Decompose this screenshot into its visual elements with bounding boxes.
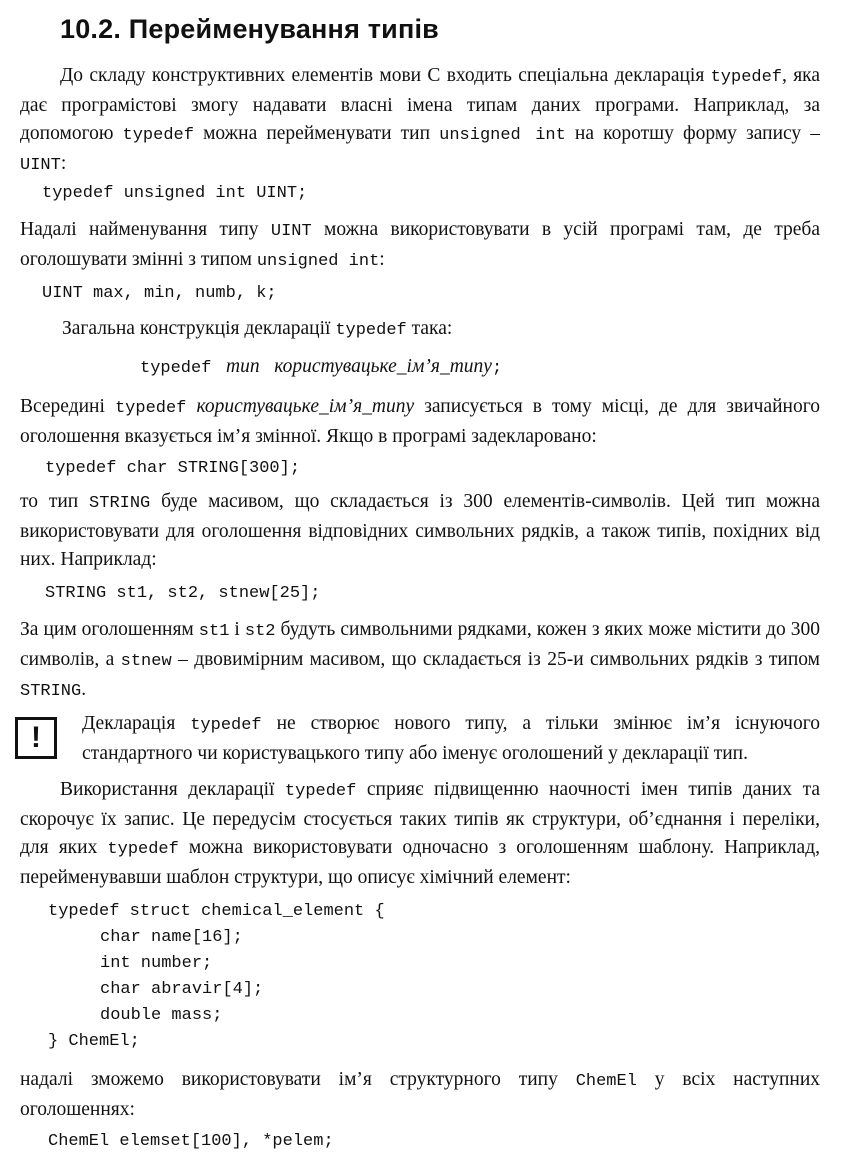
syntax-keyword: typedef bbox=[140, 359, 212, 378]
inline-code: st1 bbox=[198, 622, 230, 641]
text: , яка дає програмістові змогу надавати власні імена типам даних програми. Наприклад, за допомогою bbox=[20, 65, 820, 144]
paragraph-inside-typedef bbox=[20, 393, 820, 451]
text: До складу конструктивних елементів мови С входить спеціальна декларація bbox=[60, 65, 711, 86]
code-struct-line: } ChemEl; bbox=[48, 1032, 140, 1051]
code-struct-line: double mass; bbox=[100, 1006, 223, 1025]
inline-code: typedef bbox=[190, 716, 262, 735]
text: можна перейменувати тип bbox=[193, 123, 440, 144]
paragraph-general-form bbox=[62, 315, 452, 345]
code-struct-line: char name[16]; bbox=[100, 928, 243, 947]
code-struct-line: char abravir[4]; bbox=[100, 980, 264, 999]
inline-code: stnew bbox=[120, 652, 172, 671]
text: : bbox=[379, 249, 385, 270]
text: будуть символьними рядками, кожен з яких може містити до 300 символів, а bbox=[20, 619, 820, 670]
code-line-chemel-vars: ChemEl elemset[100], *pelem; bbox=[48, 1132, 334, 1151]
text: то тип bbox=[20, 491, 90, 512]
inline-code: typedef bbox=[335, 321, 407, 340]
inline-code: STRING bbox=[20, 682, 82, 701]
inline-code: typedef bbox=[284, 782, 357, 801]
paragraph-typedef-benefits bbox=[20, 776, 820, 892]
inline-code: unsigned int bbox=[256, 252, 380, 271]
code-line-string-vars: STRING st1, st2, stnew[25]; bbox=[45, 584, 321, 603]
syntax-type: тип bbox=[226, 356, 260, 377]
text: записується в тому місці, де для звичайного оголошення вказується ім’я змінної. Якщо в програмі задекларовано: bbox=[20, 396, 820, 447]
paragraph-string-type bbox=[20, 488, 820, 574]
text: Декларація bbox=[82, 713, 191, 734]
inline-code: unsigned int bbox=[439, 126, 566, 145]
inline-code: typedef bbox=[710, 68, 783, 87]
syntax-end: ; bbox=[491, 359, 503, 378]
text: : bbox=[60, 153, 67, 174]
code-line-uint-vars: UINT max, min, numb, k; bbox=[42, 284, 277, 303]
text: надалі зможемо використовувати ім’я структурного типу bbox=[20, 1069, 576, 1090]
text: . bbox=[81, 679, 87, 700]
section-heading: 10.2. Перейменування типів bbox=[60, 14, 439, 44]
paragraph-intro bbox=[20, 62, 820, 180]
text: можна використовувати в усій програмі там, де треба оголошувати змінні з типом bbox=[20, 219, 820, 270]
text: Надалі найменування типу bbox=[20, 219, 271, 240]
text: така: bbox=[406, 318, 453, 339]
text: і bbox=[229, 619, 245, 640]
syntax-name: користувацьке_ім’я_типу bbox=[274, 356, 492, 377]
syntax-line bbox=[140, 353, 502, 383]
text: – двовимірним масивом, що складається із 25-и символьних рядків з типом bbox=[171, 649, 820, 670]
inline-code: ChemEl bbox=[575, 1072, 637, 1091]
inline-code: typedef bbox=[107, 840, 179, 859]
code-line-typedef-string: typedef char STRING[300]; bbox=[45, 459, 301, 478]
exclamation-icon: ! bbox=[15, 717, 57, 759]
code-struct-line: int number; bbox=[100, 954, 213, 973]
paragraph-chemel-usage bbox=[20, 1066, 820, 1124]
code-struct-line: typedef struct chemical_element { bbox=[48, 902, 385, 921]
inline-code: UINT bbox=[270, 222, 312, 241]
text: можна використовувати одночасно з оголошенням шаблону. Наприклад, перейменувавши шаблон структури, що описує хімічний елемент: bbox=[20, 837, 820, 888]
text: буде масивом, що складається із 300 елементів-символів. Цей тип можна використовувати для оголошення відповідних символьних рядків, а також типів, похідних від них. Наприклад: bbox=[20, 491, 820, 570]
italic-text: користувацьке_ім’я_типу bbox=[186, 396, 415, 417]
text: Загальна конструкція декларації bbox=[62, 318, 336, 339]
text: За цим оголошенням bbox=[20, 619, 199, 640]
paragraph-uint-usage bbox=[20, 216, 820, 276]
inline-code: typedef bbox=[114, 399, 187, 418]
paragraph-string-vars bbox=[20, 616, 820, 706]
text: Всередині bbox=[20, 396, 115, 417]
inline-code: STRING bbox=[89, 494, 151, 513]
note-paragraph bbox=[82, 710, 820, 768]
text: сприяє підвищенню наочності імен типів даних та скорочує їх запис. Це передусім стосується таких типів як структури, об’єднання і переліки, для яких bbox=[20, 779, 820, 858]
text: у всіх наступних оголошеннях: bbox=[20, 1069, 820, 1120]
inline-code: UINT bbox=[20, 156, 61, 175]
inline-code: typedef bbox=[122, 126, 194, 145]
inline-code: st2 bbox=[244, 622, 276, 641]
code-line-typedef-uint: typedef unsigned int UINT; bbox=[42, 184, 308, 203]
text: не створює нового типу, а тільки змінює ім’я існуючого стандартного чи користувацького типу або іменує оголошений у декларації тип. bbox=[82, 713, 820, 764]
text: на коротшу форму запису – bbox=[565, 123, 821, 144]
text: Використання декларації bbox=[60, 779, 285, 800]
